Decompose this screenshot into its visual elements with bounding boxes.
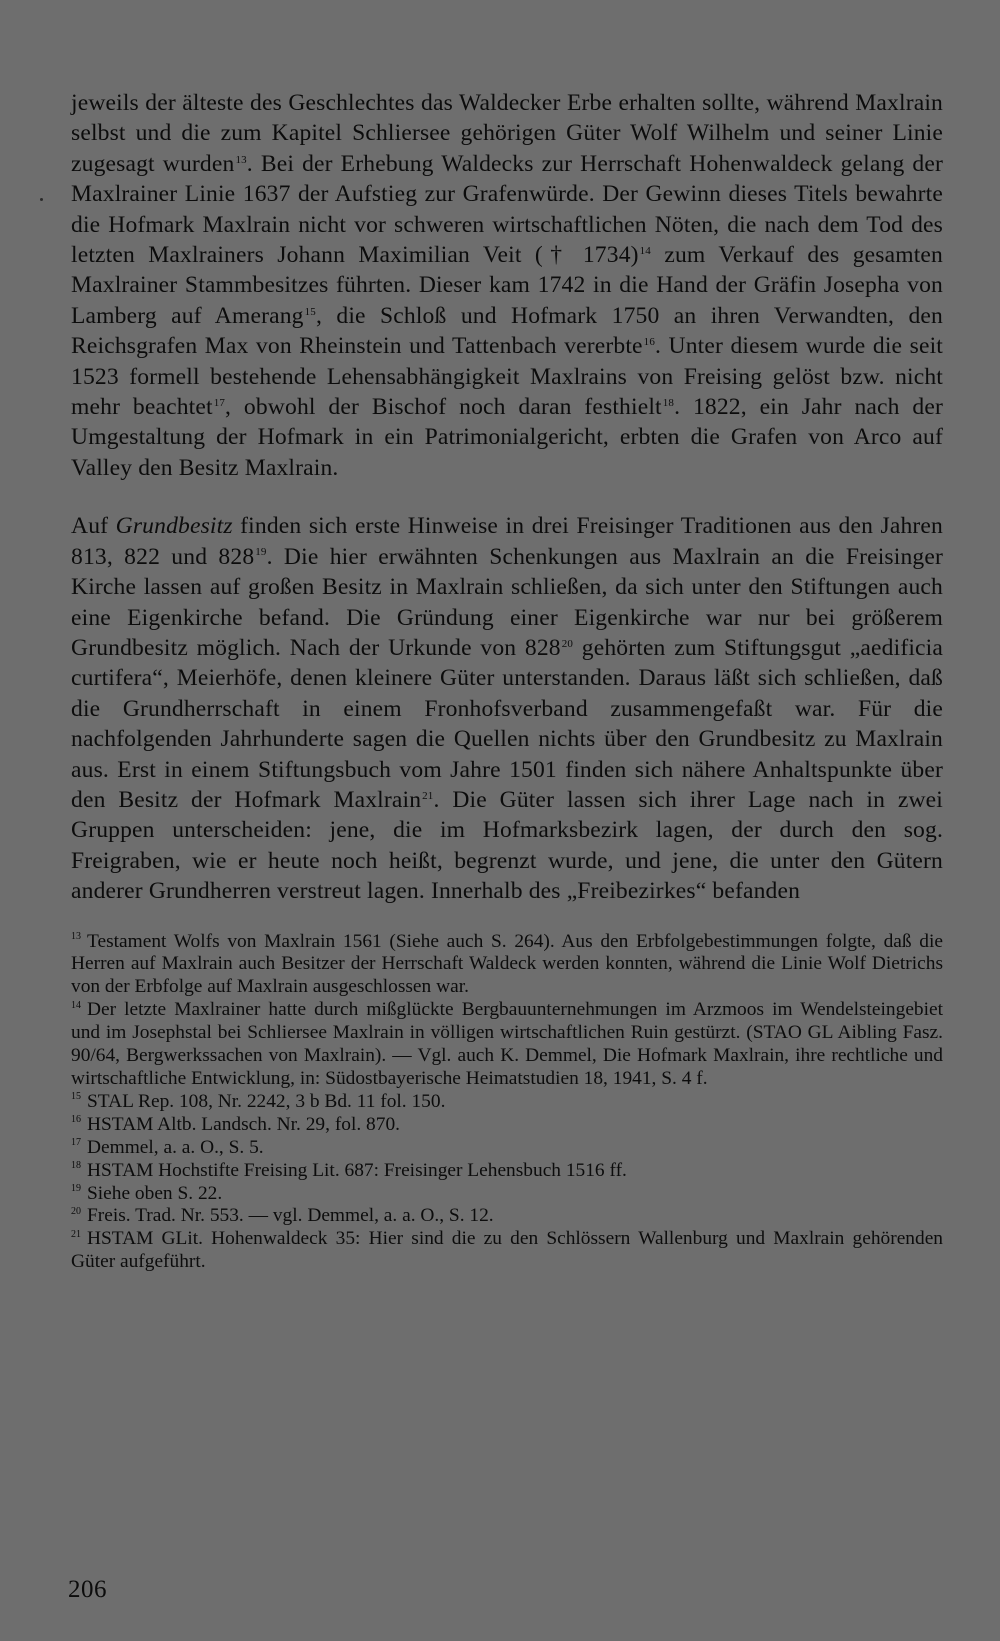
text-run: . Die hier erwähnten Schenkungen aus Maxlrain an die Freisinger Kirche lassen auf großen Besitz in Maxlrain schließen, da sich unter den Stiftungen auch eine Eigenkirche befand. Die Gründung einer Eigenkirche war nur bei größerem Grundbesitz möglich. Nach der Urkunde von 828: [71, 543, 943, 661]
text-run: Auf: [71, 513, 116, 540]
footnote-ref: 13: [235, 153, 247, 166]
text-run: . 1822, ein Jahr nach der Umgestaltung der Hofmark in ein Patrimonialgericht, erbten die Grafen von Arco auf Valley den Besitz Maxlrain.: [71, 394, 944, 481]
footnote-text: Testament Wolfs von Maxlrain 1561 (Siehe auch S. 264). Aus den Erbfolgebestimmungen folgte, daß die Herren auf Maxlrain auch Besitzer der Herrschaft Waldeck werden konnten, während die Linie Wolf Dietrichs von der Erbfolge auf Maxlrain ausgeschlossen war.: [71, 930, 943, 998]
footnote-number: 13: [71, 931, 81, 943]
footnote: [71, 999, 943, 1091]
footnote-ref: 16: [643, 336, 655, 348]
footnote: [71, 1137, 943, 1160]
footnote: [71, 1228, 943, 1274]
footnote-ref: 15: [304, 305, 316, 318]
page-body: [71, 88, 943, 1274]
footnote-text: HSTAM Hochstifte Freising Lit. 687: Freisinger Lehensbuch 1516 ff.: [87, 1159, 627, 1181]
footnote-text: Siehe oben S. 22.: [87, 1182, 223, 1204]
text-run: finden sich erste Hinweise in drei Freisinger Traditionen aus den Jahren 813, 822 und 828: [71, 513, 943, 570]
footnote: [71, 1205, 943, 1228]
footnote-ref: 18: [662, 396, 675, 409]
footnote-ref: 20: [561, 637, 574, 650]
footnote: [71, 1183, 943, 1206]
footnote-number: 19: [71, 1183, 81, 1195]
text-run: , die Schloß und Hofmark 1750 an ihren Verwandten, den Reichsgrafen Max von Rheinstein und Tattenbach vererbte: [71, 302, 943, 360]
page-number: 206: [68, 1576, 107, 1603]
footnote-number: 18: [71, 1160, 81, 1172]
footnote-ref: 17: [213, 396, 226, 409]
italic-term: Grundbesitz: [115, 513, 233, 540]
footnote: [71, 931, 943, 1000]
text-run: , obwohl der Bischof noch daran festhielt: [225, 394, 662, 421]
text-run: . Bei der Erhebung Waldecks zur Herrschaft Hohenwaldeck gelang der Maxlrainer Linie 1637 der Aufstieg zur Grafenwürde. Der Gewinn dieses Titels bewahrte die Hofmark Maxlrain nicht vor schweren wirtschaftlichen Nöten, die nach dem Tod des letzten Maxlrainers Johann Maximilian Veit († 1734): [71, 150, 943, 269]
text-run: jeweils der älteste des Geschlechtes das Waldecker Erbe erhalten sollte, während Maxlrain selbst und die zum Kapitel Schliersee gehörigen Güter Wolf Wilhelm und seiner Linie zugesagt wurden: [71, 90, 943, 177]
footnote: [71, 1160, 943, 1183]
stray-mark: [40, 198, 43, 201]
footnote-number: 15: [71, 1091, 81, 1103]
footnote-text: HSTAM GLit. Hohenwaldeck 35: Hier sind die zu den Schlössern Wallenburg und Maxlrain gehörenden Güter aufgeführt.: [71, 1228, 943, 1273]
footnote-text: Freis. Trad. Nr. 553. — vgl. Demmel, a. a. O., S. 12.: [87, 1205, 494, 1227]
footnote-number: 20: [71, 1205, 81, 1217]
text-run: . Die Güter lassen sich ihrer Lage nach in zwei Gruppen unterscheiden: jene, die im Hofmarksbezirk lagen, der durch den sog. Freigraben, wie er heute noch heißt, begrenzt wurde, und jene, die unter den Gütern anderer Grundherren verstreut lagen. Innerhalb des „Freibezirkes“ befanden: [71, 786, 944, 905]
paragraph: [71, 88, 943, 483]
footnote-number: 21: [71, 1228, 81, 1240]
footnote-number: 16: [71, 1114, 81, 1126]
footnote-ref: 21: [422, 789, 434, 802]
footnotes: [71, 931, 943, 1275]
text-run: . Unter diesem wurde die seit 1523 formell bestehende Lehensabhängigkeit Maxlrains von Freising gelöst bzw. nicht mehr beachtet: [71, 333, 943, 421]
text-run: zum Verkauf des gesamten Maxlrainer Stammbesitzes führten. Dieser kam 1742 in die Hand der Gräfin Josepha von Lamberg auf Amerang: [71, 242, 943, 329]
footnote-text: STAL Rep. 108, Nr. 2242, 3 b Bd. 11 fol. 150.: [87, 1090, 446, 1112]
footnote-ref: 14: [639, 244, 651, 257]
footnote-number: 14: [71, 999, 81, 1011]
footnote-text: Der letzte Maxlrainer hatte durch mißglückte Bergbauunternehmungen im Arzmoos im Wendelsteingebiet und im Josephstal bei Schliersee Maxlrain in völligen wirtschaftlichen Ruin gestürzt. (STAO GL Aibling Fasz. 90/64, Bergwerkssachen von Maxlrain). — Vgl. auch K. Demmel, Die Hofmark Maxlrain, ihre rechtliche und wirtschaftliche Entwicklung, in: Südostbayerische Heimatstudien 18, 1941, S. 4 f.: [71, 999, 943, 1089]
footnote-number: 17: [71, 1137, 81, 1149]
footnote-text: Demmel, a. a. O., S. 5.: [87, 1136, 264, 1158]
footnote-ref: 19: [255, 546, 267, 559]
text-run: gehörten zum Stiftungsgut „aedificia curtifera“, Meierhöfe, denen kleinere Güter unterstanden. Daraus läßt sich schließen, daß die Grundherrschaft in einem Fronhofsverband zusammengefaßt war. Für die nachfolgenden Jahrhunderte sagen die Quellen nichts über den Grundbesitz zu Maxlrain aus. Erst in einem Stiftungsbuch vom Jahre 1501 finden sich nähere Anhaltspunkte über den Besitz der Hofmark Maxlrain: [71, 634, 943, 813]
paragraph: [71, 511, 943, 906]
footnote: [71, 1091, 943, 1114]
footnote-text: HSTAM Altb. Landsch. Nr. 29, fol. 870.: [87, 1113, 400, 1135]
footnote: [71, 1114, 943, 1137]
